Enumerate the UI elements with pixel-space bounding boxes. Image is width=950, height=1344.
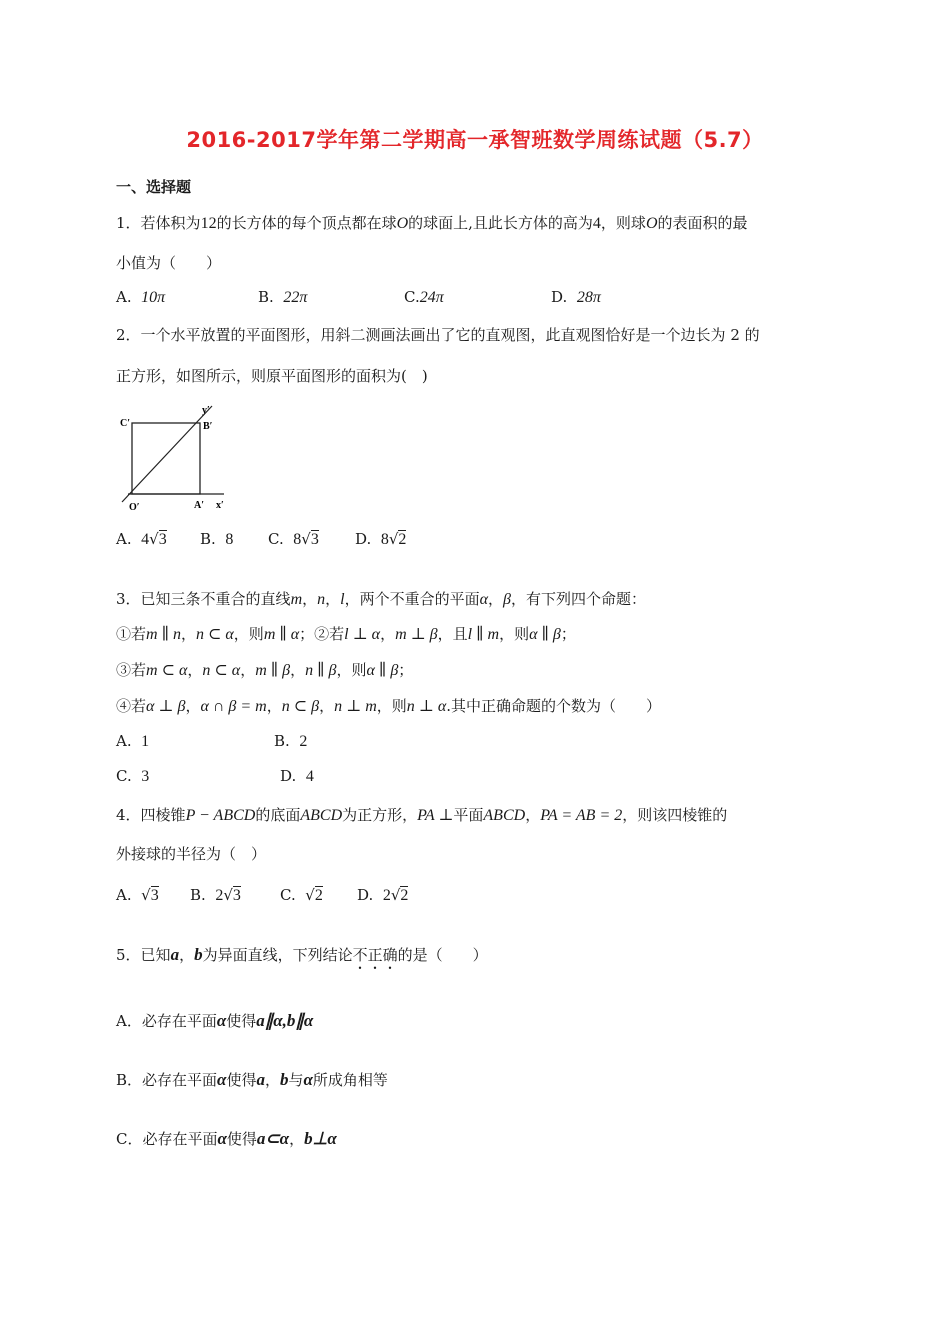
section-heading: 一、选择题: [116, 178, 192, 196]
question-3-proposition-3: ③若m ⊂ α，n ⊂ α，m ∥ β，n ∥ β，则α ∥ β；: [116, 661, 414, 679]
question-3-proposition-1-2: ①若m ∥ n，n ⊂ α，则m ∥ α；②若l ⊥ α，m ⊥ β，且l ∥ m，则α ∥ β；: [116, 625, 576, 643]
question-3-line-1: 3．已知三条不重合的直线m，n，l，两个不重合的平面α，β，有下列四个命题：: [116, 590, 647, 608]
question-1-line-1: 1．若体积为12的长方体的每个顶点都在球O的球面上,且此长方体的高为4，则球O的表面积的最: [116, 214, 748, 232]
q1-option-c: C.24π: [404, 288, 444, 306]
q5-option-c: C．必存在平面α使得a⊂α，b⊥α: [116, 1129, 337, 1148]
label-y: y′: [202, 405, 210, 416]
question-1-line-2: 小值为（ ）: [116, 254, 222, 272]
q2-option-d: D. 8√2: [355, 530, 407, 548]
q4-option-b: B. 2√3: [190, 886, 241, 904]
q2-option-b: B. 8: [200, 530, 234, 548]
label-x: x′: [216, 500, 224, 511]
q4-option-a: A. √3: [116, 886, 159, 904]
q3-option-d: D. 4: [280, 767, 314, 785]
q4-option-d: D. 2√2: [357, 886, 409, 904]
q1-option-a: A. 10π: [116, 288, 166, 306]
question-4-line-1: 4．四棱锥P − ABCD的底面ABCD为正方形，PA ⊥平面ABCD，PA = AB = 2，则该四棱锥的: [116, 806, 728, 824]
q5-option-a: A．必存在平面α使得a∥α,b∥α: [116, 1011, 314, 1030]
q3-option-b: B. 2: [274, 732, 308, 750]
q5-option-b: B．必存在平面α使得a，b与α所成角相等: [116, 1070, 388, 1089]
question-4-line-2: 外接球的半径为（ ）: [116, 845, 267, 863]
q1-option-b: B. 22π: [258, 288, 308, 306]
y-axis: [122, 406, 212, 502]
emphasized-negation: 不正确: [352, 946, 398, 964]
label-b: B′: [203, 421, 213, 432]
label-o: O′: [129, 502, 140, 512]
label-c: C′: [120, 418, 131, 429]
square: [132, 423, 200, 494]
oblique-square-figure: [116, 400, 236, 512]
q2-option-c: C. 8√3: [268, 530, 319, 548]
question-5-line-1: 5．已知a，b为异面直线，下列结论不正确的是（ ）: [116, 945, 488, 964]
question-3-proposition-4: ④若α ⊥ β，α ∩ β = m，n ⊂ β，n ⊥ m，则n ⊥ α.其中正确命题的个数为（ ）: [116, 697, 661, 715]
q3-option-c: C. 3: [116, 767, 150, 785]
q2-option-a: A. 4√3: [116, 530, 167, 548]
q1-option-d: D. 28π: [551, 288, 601, 306]
page-title: 2016-2017学年第二学期高一承智班数学周练试题（5.7）: [186, 128, 764, 152]
question-2-line-1: 2．一个水平放置的平面图形，用斜二测画法画出了它的直观图，此直观图恰好是一个边长为 2 的: [116, 326, 760, 344]
q4-option-c: C. √2: [280, 886, 323, 904]
label-a: A′: [194, 500, 205, 511]
q3-option-a: A. 1: [116, 732, 150, 750]
question-2-line-2: 正方形，如图所示，则原平面图形的面积为( ): [116, 367, 428, 385]
